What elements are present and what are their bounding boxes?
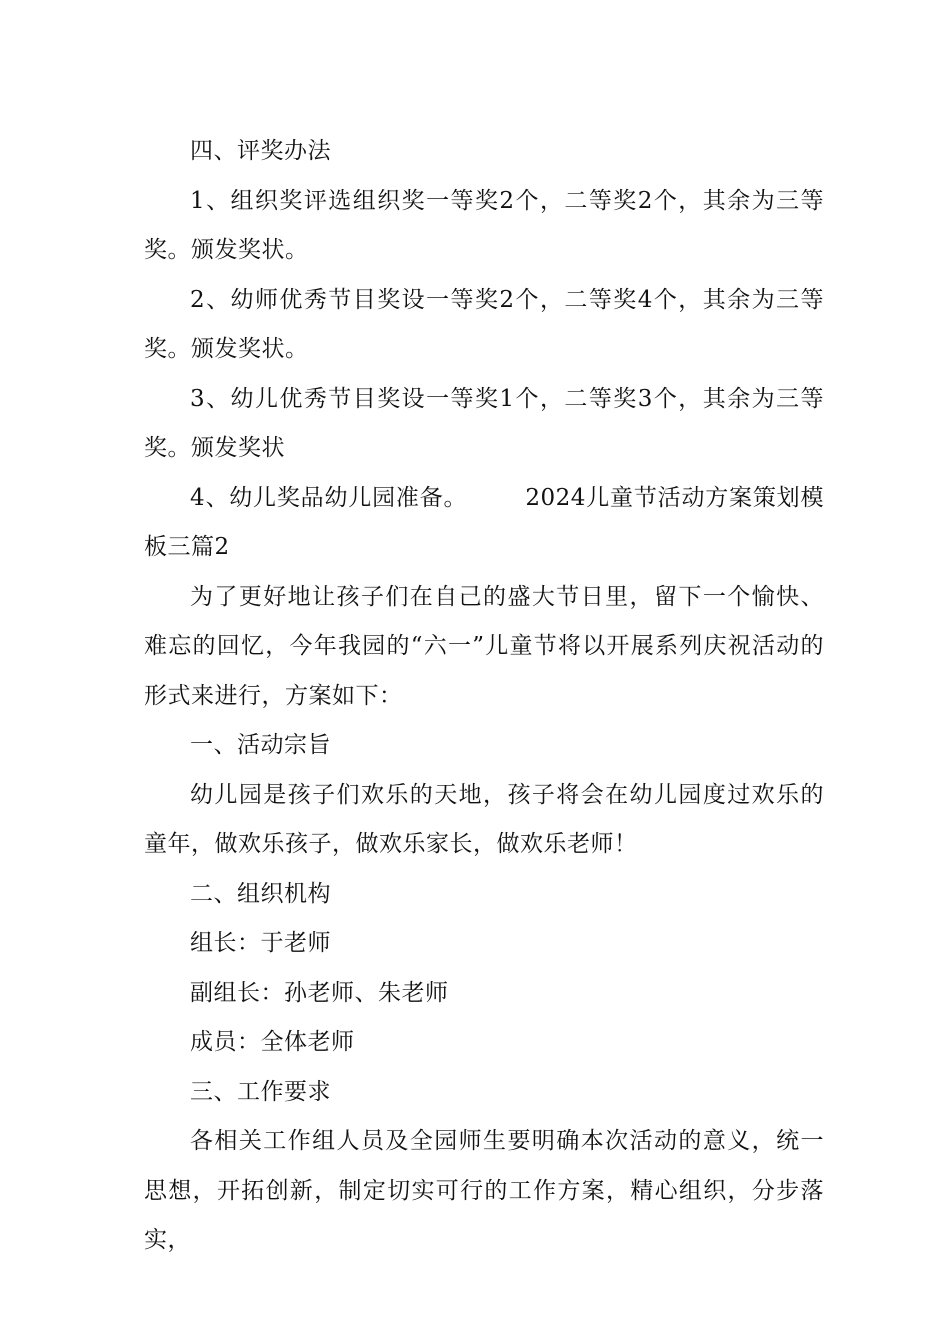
paragraph-deputy-leaders: 副组长：孙老师、朱老师 bbox=[190, 979, 449, 1006]
section-title: 2024儿童节活动方案策划模板三篇2 bbox=[144, 484, 824, 560]
document-body bbox=[144, 127, 824, 1266]
paragraph-child-program-award: 3、幼儿优秀节目奖设一等奖1个，二等奖3个，其余为三等奖。颁发奖状 bbox=[144, 385, 824, 461]
paragraph-activity-purpose: 幼儿园是孩子们欢乐的天地，孩子将会在幼儿园度过欢乐的童年，做欢乐孩子，做欢乐家长，做欢乐老师！ bbox=[144, 781, 824, 857]
paragraph-work-requirements: 各相关工作组人员及全园师生要明确本次活动的意义，统一思想，开拓创新，制定切实可行的工作方案，精心组织，分步落实， bbox=[144, 1128, 824, 1253]
paragraph-prizes: 4、幼儿奖品幼儿园准备。 bbox=[190, 484, 468, 511]
paragraph-prizes-and-section-title bbox=[144, 474, 824, 573]
paragraph-organization-award: 1、组织奖评选组织奖一等奖2个，二等奖2个，其余为三等奖。颁发奖状。 bbox=[144, 187, 824, 263]
paragraph-introduction: 为了更好地让孩子们在自己的盛大节日里，留下一个愉快、难忘的回忆，今年我园的“六一”儿童节将以开展系列庆祝活动的形式来进行，方案如下： bbox=[144, 583, 824, 709]
heading-work-requirements: 三、工作要求 bbox=[190, 1078, 331, 1105]
paragraph-members: 成员：全体老师 bbox=[190, 1029, 355, 1055]
heading-organization: 二、组织机构 bbox=[190, 880, 331, 907]
heading-award-method: 四、评奖办法 bbox=[190, 138, 331, 164]
paragraph-group-leader: 组长：于老师 bbox=[190, 930, 331, 956]
heading-activity-purpose: 一、活动宗旨 bbox=[190, 732, 331, 758]
paragraph-teacher-program-award: 2、幼师优秀节目奖设一等奖2个，二等奖4个，其余为三等奖。颁发奖状。 bbox=[144, 286, 824, 362]
